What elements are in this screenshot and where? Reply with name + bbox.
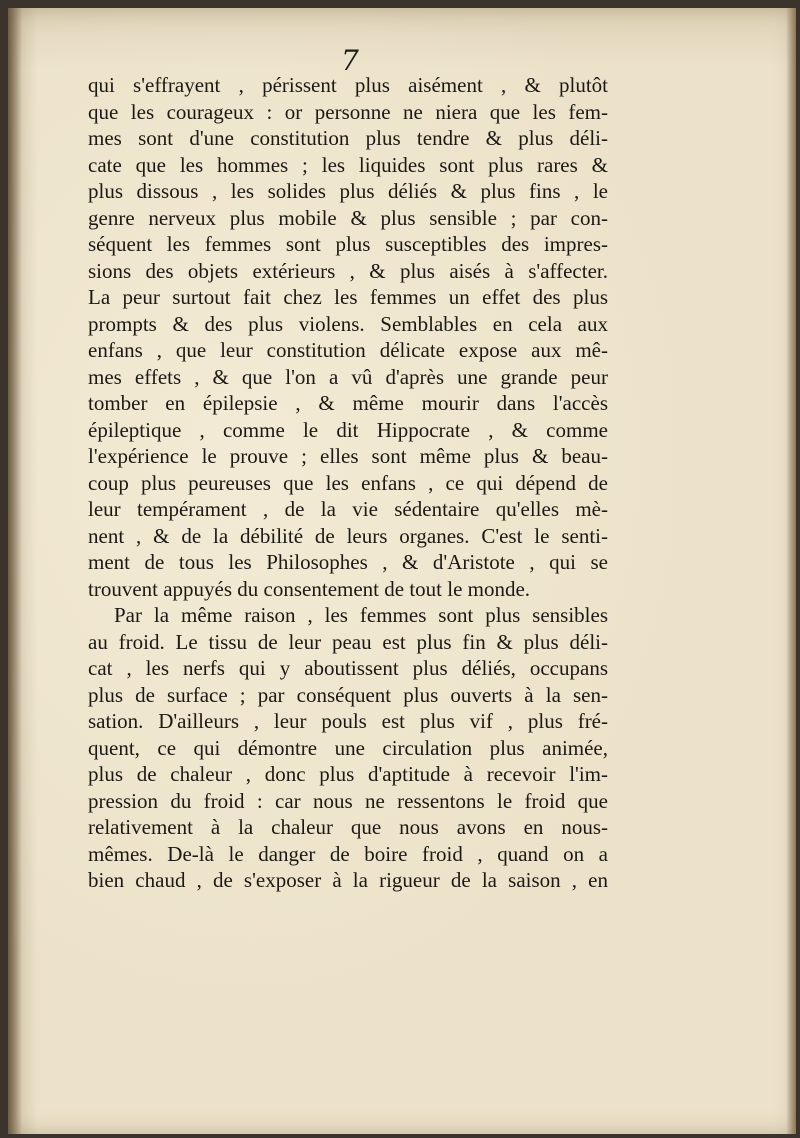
text-line: tomber en épilepsie , & même mourir dans l'accès xyxy=(88,391,608,415)
text-line: qui s'effrayent , périssent plus aisément , & plutôt xyxy=(88,73,608,97)
page-number: 7 xyxy=(341,44,359,77)
text-line: mêmes. De-là le danger de boire froid , quand on a xyxy=(88,841,608,866)
text-line: leur tempérament , de la vie sédentaire qu'elles mè- xyxy=(88,497,608,521)
text-line: coup plus peureuses que les enfans , ce qui dépend de xyxy=(88,470,608,495)
text-line: sions des objets extérieurs , & plus aisés à s'affecter. xyxy=(88,258,608,283)
text-line: séquent les femmes sont plus susceptibles des impres- xyxy=(88,232,608,256)
text-line: plus de chaleur , donc plus d'aptitude à recevoir l'im- xyxy=(88,762,608,786)
text-line: nent , & de la débilité de leurs organes. C'est le senti- xyxy=(88,523,608,548)
text-line: au froid. Le tissu de leur peau est plus fin & plus déli- xyxy=(88,629,608,654)
text-line: que les courageux : or personne ne niera que les fem- xyxy=(88,99,608,124)
text-line: plus de surface ; par conséquent plus ouverts à la sen- xyxy=(88,682,608,707)
body-text xyxy=(88,72,608,894)
text-line: quent, ce qui démontre une circulation plus animée, xyxy=(88,735,608,760)
text-line: mes sont d'une constitution plus tendre & plus déli- xyxy=(88,126,608,150)
text-line: plus dissous , les solides plus déliés & plus fins , le xyxy=(88,179,608,203)
text-line: enfans , que leur constitution délicate expose aux mê- xyxy=(88,338,608,362)
text-line: prompts & des plus violens. Semblables en cela aux xyxy=(88,311,608,336)
book-page xyxy=(8,8,796,1134)
binding-gutter xyxy=(8,8,22,1134)
text-line: trouvent appuyés du consentement de tout le monde. xyxy=(88,576,531,601)
text-line: ment de tous les Philosophes , & d'Aristote , qui se xyxy=(88,550,608,574)
page-edge-shadow xyxy=(786,8,796,1134)
text-line: bien chaud , de s'exposer à la rigueur de la saison , en xyxy=(88,868,608,892)
text-line: pression du froid : car nous ne ressentons le froid que xyxy=(88,788,608,813)
text-line: cate que les hommes ; les liquides sont plus rares & xyxy=(88,152,608,177)
text-line: épileptique , comme le dit Hippocrate , & comme xyxy=(88,417,608,442)
text-line: La peur surtout fait chez les femmes un effet des plus xyxy=(88,285,608,309)
text-line: cat , les nerfs qui y aboutissent plus déliés, occupans xyxy=(88,656,608,680)
text-line: sation. D'ailleurs , leur pouls est plus vif , plus fré- xyxy=(88,709,608,733)
text-line: l'expérience le prouve ; elles sont même plus & beau- xyxy=(88,444,608,468)
text-line: Par la même raison , les femmes sont plus sensibles xyxy=(114,603,608,627)
text-line: genre nerveux plus mobile & plus sensible ; par con- xyxy=(88,205,608,230)
text-line: relativement à la chaleur que nous avons en nous- xyxy=(88,815,608,839)
text-line: mes effets , & que l'on a vû d'après une grande peur xyxy=(88,364,608,389)
